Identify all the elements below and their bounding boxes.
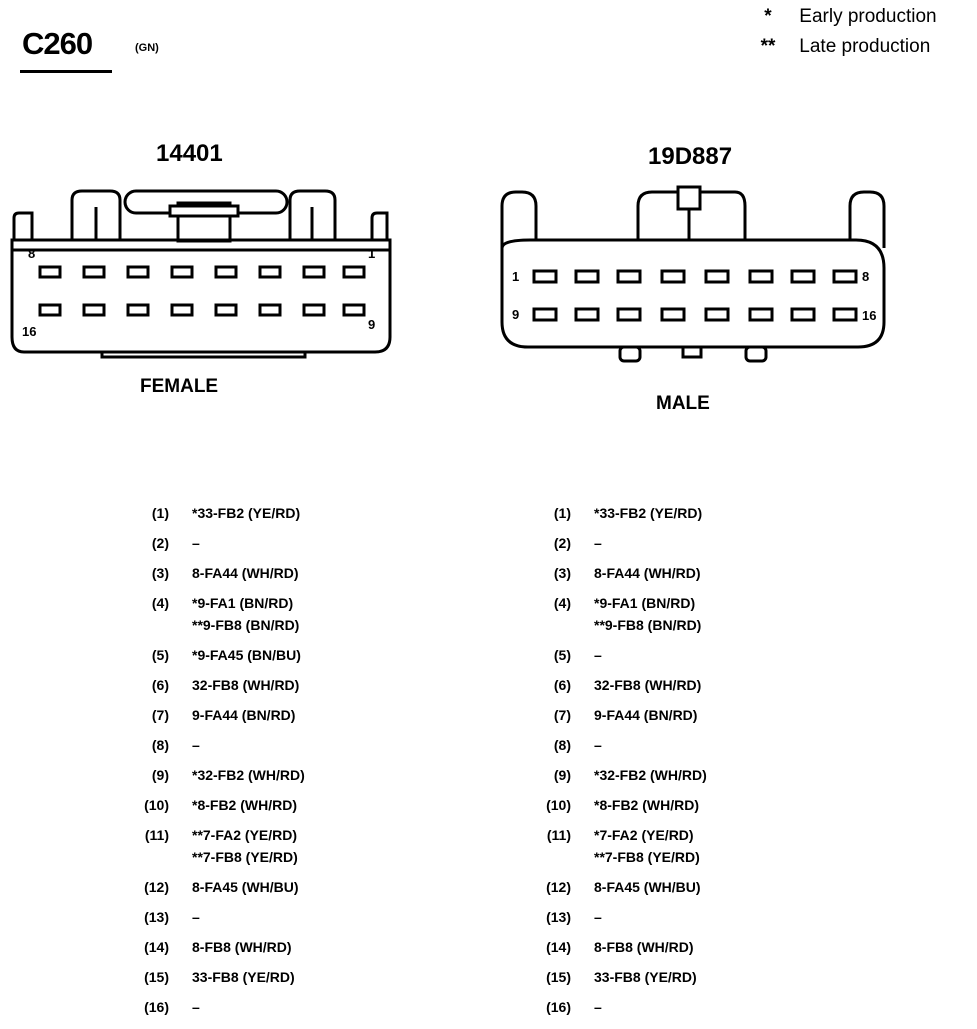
circuit-label: 8-FA44 (WH/RD) <box>594 565 701 581</box>
legend-early-symbol: * <box>764 6 772 27</box>
pin-number: (13) <box>546 909 571 925</box>
pin-row <box>136 902 436 932</box>
pin-circuits <box>594 674 701 696</box>
pin-row <box>538 640 838 670</box>
pin-row <box>136 558 436 588</box>
pin-number: (9) <box>553 767 571 783</box>
female-pin-label-bottom-right: 9 <box>368 317 376 332</box>
circuit-label: 33-FB8 (YE/RD) <box>192 969 295 985</box>
pin-row <box>136 670 436 700</box>
pin-row <box>538 730 838 760</box>
pin-circuits <box>192 592 299 636</box>
pin-row <box>538 588 838 640</box>
circuit-label: 33-FB8 (YE/RD) <box>594 969 697 985</box>
pin-circuits <box>594 794 699 816</box>
pin-cavity <box>84 267 104 277</box>
pin-number: (11) <box>546 827 571 843</box>
pin-circuits <box>192 502 300 524</box>
pin-circuits <box>594 996 602 1018</box>
pin-circuits <box>594 906 602 928</box>
circuit-label: 9-FA44 (BN/RD) <box>594 707 698 723</box>
pin-number: (5) <box>553 647 571 663</box>
male-pin-label-top-right: 8 <box>862 269 870 284</box>
pin-row <box>136 992 436 1022</box>
circuit-label: *33-FB2 (YE/RD) <box>594 505 703 521</box>
pin-row <box>136 498 436 528</box>
male-label: MALE <box>656 393 710 414</box>
circuit-label: *32-FB2 (WH/RD) <box>192 767 305 783</box>
pin-cavity <box>84 305 104 315</box>
pin-number: (12) <box>144 879 169 895</box>
pin-cavity <box>344 305 364 315</box>
pin-cavity <box>40 305 60 315</box>
circuit-label: – <box>192 999 200 1015</box>
circuit-label: **7-FA2 (YE/RD) <box>192 827 298 843</box>
circuit-label: 8-FA45 (WH/BU) <box>594 879 701 895</box>
circuit-label: 8-FA45 (WH/BU) <box>192 879 299 895</box>
legend-late-symbol: ** <box>760 36 776 57</box>
pin-circuits <box>192 764 305 786</box>
pin-number: (14) <box>546 939 571 955</box>
circuit-label: **7-FB8 (YE/RD) <box>192 849 298 865</box>
pin-cavity <box>304 267 324 277</box>
circuit-label: – <box>192 535 200 551</box>
pin-number: (1) <box>151 505 169 521</box>
pin-row <box>538 962 838 992</box>
pin-circuits <box>594 876 701 898</box>
pin-row <box>538 528 838 558</box>
pin-number: (3) <box>553 565 571 581</box>
pin-row <box>538 902 838 932</box>
pin-cavity <box>344 267 364 277</box>
pin-circuits <box>192 794 297 816</box>
circuit-label: 8-FB8 (WH/RD) <box>192 939 292 955</box>
pin-cavity <box>216 305 236 315</box>
pin-circuits <box>192 966 295 988</box>
male-pin-label-top-left: 1 <box>512 269 520 284</box>
legend-early-text: Early production <box>799 6 937 27</box>
female-label: FEMALE <box>140 376 219 397</box>
connector-color-code: (GN) <box>135 42 159 54</box>
pin-number: (4) <box>553 595 571 611</box>
pin-number: (14) <box>144 939 169 955</box>
circuit-label: – <box>192 909 200 925</box>
legend-late-text: Late production <box>799 36 931 57</box>
circuit-label: 8-FA44 (WH/RD) <box>192 565 299 581</box>
circuit-label: *9-FA1 (BN/RD) <box>594 595 696 611</box>
pin-number: (11) <box>144 827 169 843</box>
pin-circuits <box>594 734 602 756</box>
circuit-label: – <box>192 737 200 753</box>
pin-number: (15) <box>546 969 571 985</box>
pin-circuits <box>594 936 694 958</box>
pin-number: (2) <box>151 535 169 551</box>
pin-circuits <box>594 562 701 584</box>
male-connector-outline <box>502 187 884 361</box>
circuit-label: *8-FB2 (WH/RD) <box>594 797 699 813</box>
pin-circuits <box>192 644 301 666</box>
pin-cavity <box>128 305 148 315</box>
pin-number: (7) <box>151 707 169 723</box>
circuit-label: – <box>594 999 602 1015</box>
pin-number: (10) <box>144 797 169 813</box>
female-pin-label-top-left: 8 <box>28 246 36 261</box>
circuit-label: – <box>594 909 602 925</box>
pin-number: (6) <box>151 677 169 693</box>
pin-row <box>136 700 436 730</box>
pin-circuits <box>192 562 299 584</box>
circuit-label: **9-FB8 (BN/RD) <box>192 617 300 633</box>
pin-row <box>136 528 436 558</box>
pin-row <box>538 558 838 588</box>
female-pin-label-bottom-left: 16 <box>22 324 37 339</box>
pin-cavity <box>216 267 236 277</box>
pin-row <box>136 790 436 820</box>
pin-number: (2) <box>553 535 571 551</box>
pin-cavity <box>40 267 60 277</box>
male-pin-label-bottom-left: 9 <box>512 307 520 322</box>
circuit-label: *9-FA1 (BN/RD) <box>192 595 294 611</box>
connector-drawings <box>0 0 977 430</box>
pin-circuits <box>594 592 701 636</box>
pin-row <box>136 760 436 790</box>
pin-row <box>136 730 436 760</box>
pin-circuits <box>594 532 602 554</box>
pin-row <box>538 820 838 872</box>
pin-number: (8) <box>151 737 169 753</box>
pin-circuits <box>192 734 200 756</box>
pin-number: (4) <box>151 595 169 611</box>
pin-number: (1) <box>553 505 571 521</box>
pin-row <box>538 498 838 528</box>
pin-cavity <box>304 305 324 315</box>
male-pin-table <box>538 498 838 1022</box>
pin-row <box>136 588 436 640</box>
pin-row <box>136 872 436 902</box>
pin-circuits <box>192 532 200 554</box>
pin-row <box>538 700 838 730</box>
pin-row <box>136 962 436 992</box>
circuit-label: *8-FB2 (WH/RD) <box>192 797 297 813</box>
pin-circuits <box>192 906 200 928</box>
pin-number: (6) <box>553 677 571 693</box>
pin-number: (7) <box>553 707 571 723</box>
pin-circuits <box>594 764 707 786</box>
pin-circuits <box>594 966 697 988</box>
circuit-label: 32-FB8 (WH/RD) <box>594 677 702 693</box>
circuit-label: – <box>594 737 602 753</box>
pin-number: (3) <box>151 565 169 581</box>
circuit-label: 8-FB8 (WH/RD) <box>594 939 694 955</box>
pin-row <box>136 640 436 670</box>
circuit-label: – <box>594 535 602 551</box>
pin-row <box>538 872 838 902</box>
circuit-label: **9-FB8 (BN/RD) <box>594 617 702 633</box>
pin-circuits <box>192 876 299 898</box>
circuit-label: 9-FA44 (BN/RD) <box>192 707 296 723</box>
pin-circuits <box>192 824 298 868</box>
female-pin-table <box>136 498 436 1022</box>
pin-circuits <box>594 704 697 726</box>
pin-number: (5) <box>151 647 169 663</box>
pin-cavity <box>172 267 192 277</box>
circuit-label: *33-FB2 (YE/RD) <box>192 505 301 521</box>
pin-row <box>538 760 838 790</box>
pin-cavity <box>260 305 280 315</box>
pin-number: (16) <box>546 999 571 1015</box>
circuit-label: **7-FB8 (YE/RD) <box>594 849 700 865</box>
pin-cavity <box>172 305 192 315</box>
female-pin-label-top-right: 1 <box>368 246 376 261</box>
female-pin-cavities <box>40 267 364 315</box>
male-pin-label-bottom-right: 16 <box>862 308 877 323</box>
pin-row <box>538 932 838 962</box>
pin-circuits <box>192 936 292 958</box>
pin-circuits <box>192 674 299 696</box>
pin-number: (15) <box>144 969 169 985</box>
circuit-label: *9-FA45 (BN/BU) <box>192 647 301 663</box>
circuit-label: *7-FA2 (YE/RD) <box>594 827 694 843</box>
circuit-label: *32-FB2 (WH/RD) <box>594 767 707 783</box>
pin-cavity <box>128 267 148 277</box>
pin-cavity <box>260 267 280 277</box>
pin-circuits <box>594 824 700 868</box>
pin-circuits <box>192 996 200 1018</box>
female-part-number: 14401 <box>156 140 223 167</box>
pin-row <box>136 932 436 962</box>
pin-number: (8) <box>553 737 571 753</box>
pin-number: (9) <box>151 767 169 783</box>
pin-row <box>538 670 838 700</box>
pin-number: (13) <box>144 909 169 925</box>
pin-circuits <box>594 644 602 666</box>
pin-row <box>136 820 436 872</box>
pin-number: (10) <box>546 797 571 813</box>
male-part-number: 19D887 <box>648 143 733 170</box>
female-connector-outline <box>12 191 390 357</box>
pin-row <box>538 790 838 820</box>
pin-number: (16) <box>144 999 169 1015</box>
pin-row <box>538 992 838 1022</box>
pin-circuits <box>192 704 295 726</box>
circuit-label: – <box>594 647 602 663</box>
connector-id: C260 <box>22 26 93 61</box>
pin-number: (12) <box>546 879 571 895</box>
circuit-label: 32-FB8 (WH/RD) <box>192 677 300 693</box>
pin-circuits <box>594 502 702 524</box>
